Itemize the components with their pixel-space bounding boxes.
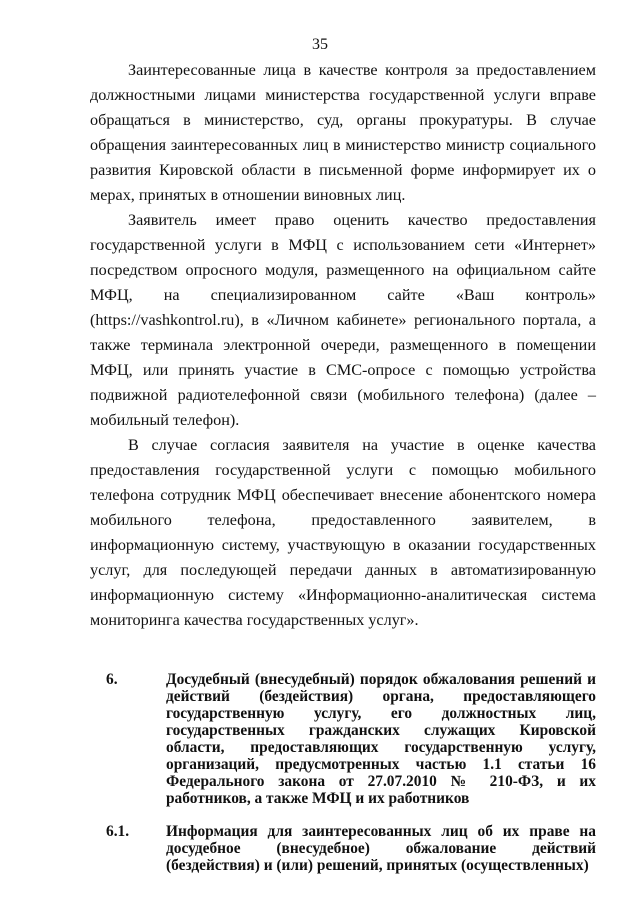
section-heading: Досудебный (внесудебный) порядок обжалования решений и действий (бездействия) органа, предоставляющего государственную услугу, его должностных лиц, государственных гражданских служащих Кировской области, предоставляющих государственную услугу, организаций, предусмотренных частью 1.1 статьи 16 Федерального закона от 27.07.2010 № 210-ФЗ, и их работников, а также МФЦ и их работников: [166, 671, 596, 807]
section-6-1: [106, 823, 596, 874]
paragraph-control-rights: Заинтересованные лица в качестве контроля за предоставлением должностными лицами министерства государственной услуги вправе обращаться в министерство, суд, органы прокуратуры. В случае обращения заинтересованных лиц в министерство министр социального развития Кировской области в письменной форме информирует их о мерах, принятых в отношении виновных лиц.: [90, 61, 596, 204]
section-number: 6.1.: [106, 823, 130, 840]
section-6: [106, 671, 596, 807]
paragraph-quality-assessment: Заявитель имеет право оценить качество предоставления государственной услуги в МФЦ с использованием сети «Интернет» посредством опросного модуля, размещенного на официальном сайте МФЦ, на специализированном сайте «Ваш контроль» (https://vashkontrol.ru), в «Личном кабинете» регионального портала, а также терминала электронной очереди, размещенного в помещении МФЦ, или принять участие в СМС-опросе с помощью устройства подвижной радиотелефонной связи (мобильного телефона) (далее – мобильный телефон).: [90, 211, 596, 429]
section-number: 6.: [106, 671, 118, 688]
page-number: 35: [312, 36, 328, 53]
paragraph-sms-survey: В случае согласия заявителя на участие в оценке качества предоставления государственной услуги с помощью мобильного телефона сотрудник МФЦ обеспечивает внесение абонентского номера мобильного телефона, предоставленного заявителем, в информационную систему, участвующую в оказании государственных услуг, для последующей передачи данных в автоматизированную информационную систему «Информационно-аналитическая система мониторинга качества государственных услуг».: [90, 436, 596, 629]
section-heading: Информация для заинтересованных лиц об их праве на досудебное (внесудебное) обжалование действий (бездействия) и (или) решений, принятых (осуществленных): [166, 823, 596, 874]
document-body: [90, 58, 596, 874]
